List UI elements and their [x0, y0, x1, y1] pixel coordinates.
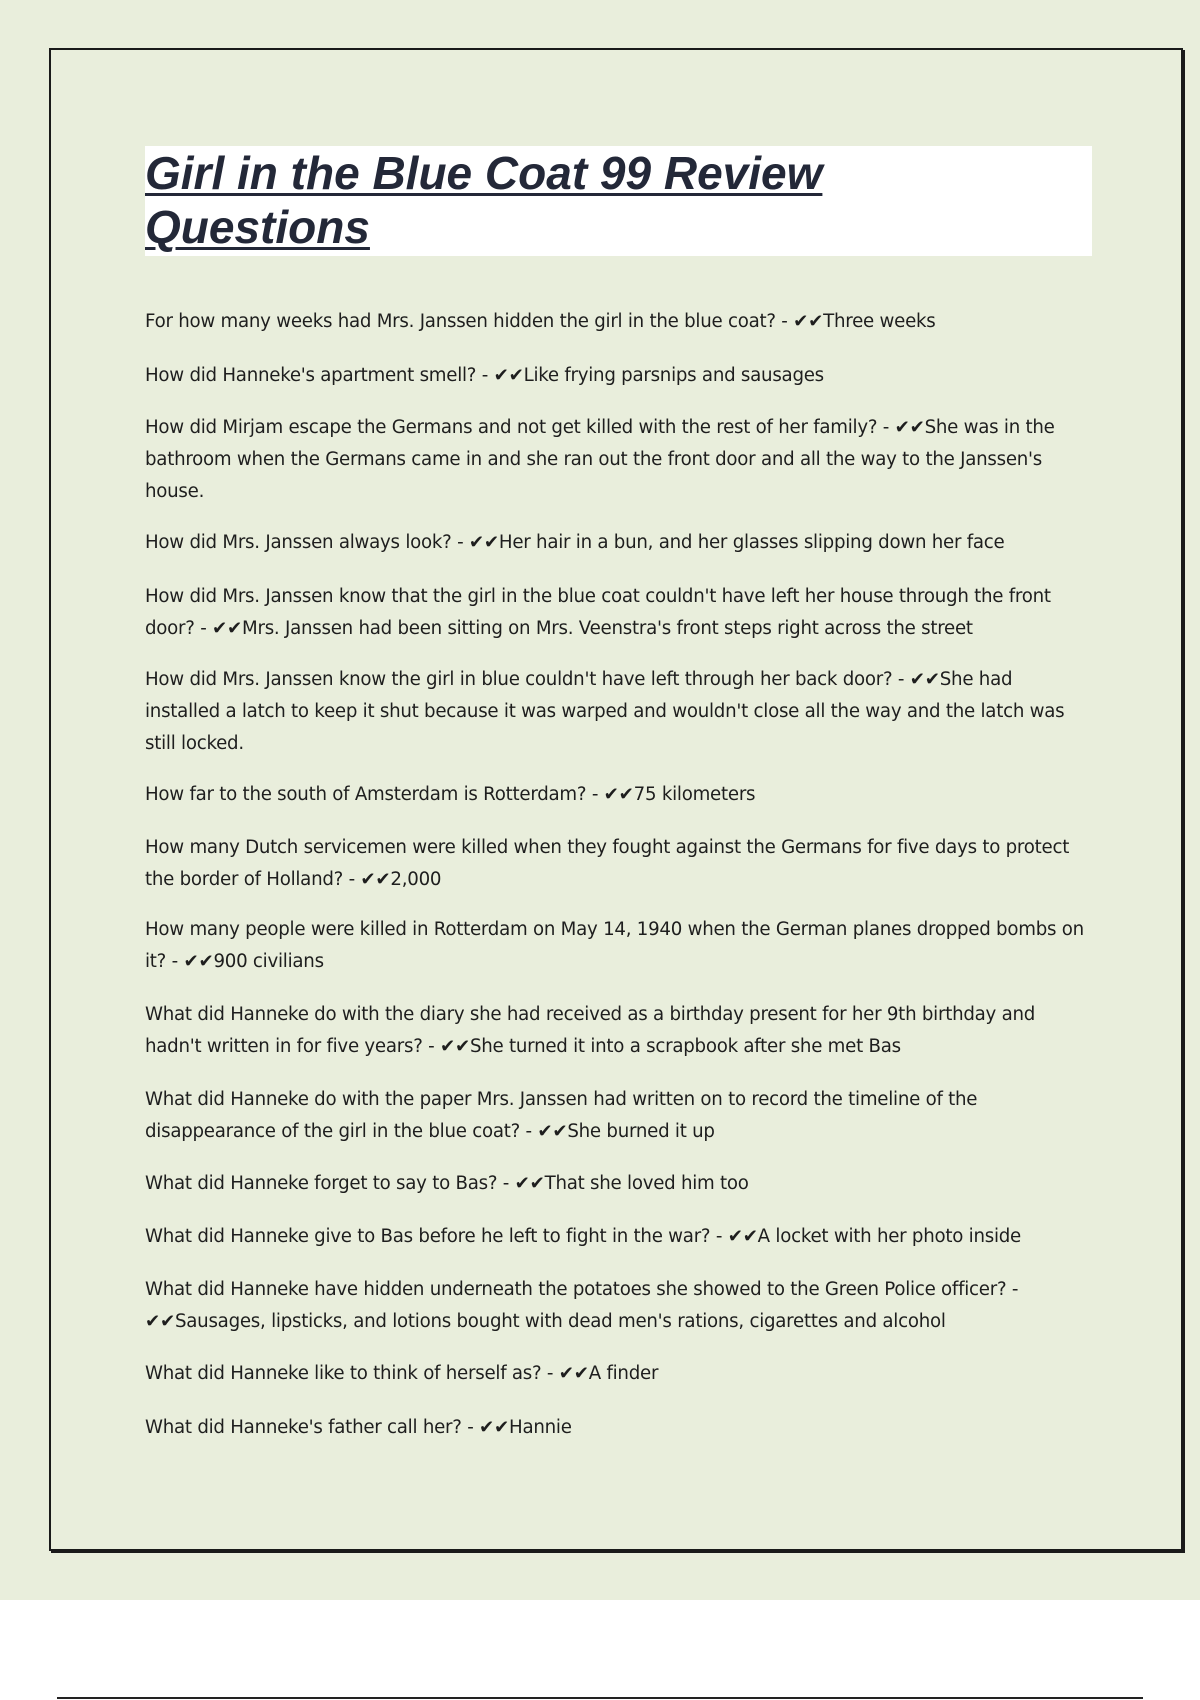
question-item: How many Dutch servicemen were killed when they fought against the Germans for five days to protect the border of Holland? - ✔✔2,000: [145, 837, 1070, 890]
document-title: Girl in the Blue Coat 99 Review Questions: [145, 147, 823, 253]
question-item: How far to the south of Amsterdam is Rotterdam? - ✔✔75 kilometers: [145, 784, 756, 805]
question-item: What did Hanneke have hidden underneath the potatoes she showed to the Green Police officer? - ✔✔Sausages, lipsticks, and lotions bought with dead men's rations, cigarettes and alcohol: [145, 1279, 1019, 1332]
title-box: [145, 146, 1092, 256]
question-item: What did Hanneke give to Bas before he left to fight in the war? - ✔✔A locket with her photo inside: [145, 1226, 1022, 1247]
page-divider: [57, 1697, 1143, 1699]
question-item: How many people were killed in Rotterdam on May 14, 1940 when the German planes dropped bombs on it? - ✔✔900 civilians: [145, 919, 1084, 972]
question-item: For how many weeks had Mrs. Janssen hidden the girl in the blue coat? - ✔✔Three weeks: [145, 311, 936, 332]
question-item: What did Hanneke like to think of herself as? - ✔✔A finder: [145, 1363, 659, 1384]
question-item: How did Mirjam escape the Germans and not get killed with the rest of her family? - ✔✔She was in the bathroom when the Germans came in and she ran out the front door and all the way to the Janssen's house.: [145, 417, 1055, 502]
question-item: What did Hanneke do with the diary she had received as a birthday present for her 9th birthday and hadn't written in for five years? - ✔✔She turned it into a scrapbook after she met Bas: [145, 1004, 1036, 1057]
question-item: How did Mrs. Janssen know that the girl in the blue coat couldn't have left her house through the front door? - ✔✔Mrs. Janssen had been sitting on Mrs. Veenstra's front steps right across the street: [145, 586, 1051, 639]
question-item: How did Mrs. Janssen always look? - ✔✔Her hair in a bun, and her glasses slipping down her face: [145, 532, 1005, 553]
question-item: What did Hanneke forget to say to Bas? - ✔✔That she loved him too: [145, 1173, 749, 1194]
question-item: How did Mrs. Janssen know the girl in blue couldn't have left through her back door? - ✔✔She had installed a latch to keep it shut because it was warped and wouldn't close all the way and the latch was still locked.: [145, 669, 1065, 754]
question-item: What did Hanneke do with the paper Mrs. Janssen had written on to record the timeline of the disappearance of the girl in the blue coat? - ✔✔She burned it up: [145, 1089, 978, 1142]
question-item: What did Hanneke's father call her? - ✔✔Hannie: [145, 1417, 572, 1438]
question-item: How did Hanneke's apartment smell? - ✔✔Like frying parsnips and sausages: [145, 365, 824, 386]
